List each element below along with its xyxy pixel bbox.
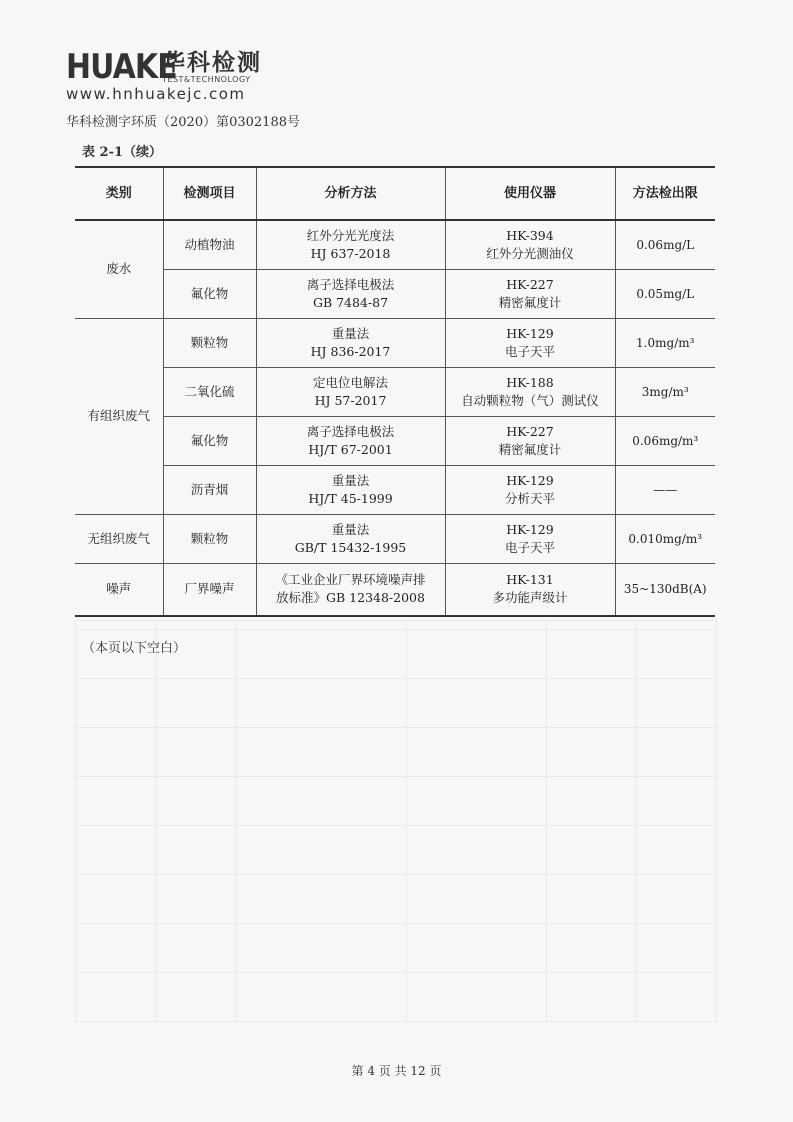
limit-cell: 0.06mg/m³ (615, 416, 715, 465)
method-line: 重量法 (331, 521, 370, 537)
method-cell (256, 563, 445, 616)
instrument-line: HK-129 (506, 472, 554, 488)
instrument-cell (445, 220, 615, 269)
instrument-cell (445, 465, 615, 514)
instrument-cell (445, 514, 615, 563)
methods-table (75, 166, 715, 617)
method-cell (256, 220, 445, 269)
instrument-line: 自动颗粒物（气）测试仪 (461, 392, 599, 408)
table-row (75, 465, 715, 514)
category-cell: 有组织废气 (75, 318, 163, 514)
logo-chinese-name: 华科检测 (162, 50, 262, 76)
method-line: GB/T 15432-1995 (294, 539, 407, 555)
instrument-line: 电子天平 (504, 539, 555, 555)
method-cell (256, 269, 445, 318)
limit-cell: 35~130dB(A) (615, 563, 715, 616)
instrument-line: HK-129 (506, 521, 554, 537)
instrument-line: HK-394 (506, 227, 554, 243)
item-cell: 动植物油 (163, 220, 256, 269)
method-line: 《工业企业厂界环境噪声排 (275, 572, 426, 587)
logo-brand-text: HUAKE (66, 47, 177, 87)
category-cell: 噪声 (75, 563, 163, 616)
instrument-line: 红外分光测油仪 (486, 245, 574, 261)
show-through-background (75, 620, 717, 1022)
method-cell (256, 318, 445, 367)
header-item: 检测项目 (163, 167, 256, 220)
method-cell (256, 465, 445, 514)
instrument-cell (445, 318, 615, 367)
table-row (75, 269, 715, 318)
method-cell (256, 514, 445, 563)
page-number: 第 4 页 共 12 页 (351, 1064, 442, 1078)
method-line: 重量法 (331, 472, 370, 488)
method-line: 离子选择电极法 (306, 276, 395, 292)
instrument-line: HK-131 (506, 572, 554, 587)
instrument-cell (445, 269, 615, 318)
item-cell: 沥青烟 (163, 465, 256, 514)
method-line: 放标准》GB 12348-2008 (276, 590, 425, 605)
instrument-line: 精密氟度计 (498, 294, 562, 310)
logo-english-tagline: TEST&TECHNOLOGY (162, 75, 251, 84)
item-cell: 氟化物 (163, 416, 256, 465)
instrument-line: HK-129 (506, 325, 554, 341)
company-logo (66, 47, 262, 103)
item-cell: 颗粒物 (163, 514, 256, 563)
category-cell: 无组织废气 (75, 514, 163, 563)
limit-cell: —— (615, 465, 715, 514)
method-line: GB 7484-87 (312, 294, 389, 310)
method-line: HJ/T 67-2001 (308, 441, 393, 457)
method-line: 红外分光光度法 (306, 227, 395, 243)
method-cell (256, 416, 445, 465)
category-cell: 废水 (75, 220, 163, 318)
limit-cell: 0.010mg/m³ (615, 514, 715, 563)
table-row (75, 367, 715, 416)
limit-cell: 3mg/m³ (615, 367, 715, 416)
instrument-line: 多功能声级计 (492, 590, 568, 605)
blank-below-note: （本页以下空白） (82, 641, 187, 656)
limit-cell: 0.05mg/L (615, 269, 715, 318)
instrument-cell (445, 563, 615, 616)
instrument-line: 电子天平 (504, 343, 555, 359)
limit-cell: 1.0mg/m³ (615, 318, 715, 367)
method-cell (256, 367, 445, 416)
item-cell: 颗粒物 (163, 318, 256, 367)
table-row (75, 220, 715, 269)
item-cell: 厂界噪声 (163, 563, 256, 616)
table-row (75, 514, 715, 563)
table-title: 表 2-1（续） (82, 145, 163, 160)
instrument-line: 精密氟度计 (498, 441, 562, 457)
table-header-row (75, 167, 715, 220)
item-cell: 二氧化硫 (163, 367, 256, 416)
instrument-cell (445, 416, 615, 465)
method-line: HJ 836-2017 (310, 343, 391, 359)
header-limit: 方法检出限 (615, 167, 715, 220)
header-instrument: 使用仪器 (445, 167, 615, 220)
table-row (75, 318, 715, 367)
method-line: HJ 637-2018 (310, 245, 391, 261)
method-line: HJ 57-2017 (314, 392, 387, 408)
method-line: 定电位电解法 (312, 374, 388, 390)
table-row (75, 416, 715, 465)
report-number: 华科检测字环质（2020）第0302188号 (66, 115, 300, 130)
method-line: 重量法 (331, 325, 370, 341)
instrument-line: HK-188 (506, 374, 554, 390)
instrument-line: HK-227 (506, 276, 554, 292)
header-category: 类别 (75, 167, 163, 220)
method-line: HJ/T 45-1999 (308, 490, 393, 506)
instrument-cell (445, 367, 615, 416)
limit-cell: 0.06mg/L (615, 220, 715, 269)
instrument-line: HK-227 (506, 423, 554, 439)
header-method: 分析方法 (256, 167, 445, 220)
instrument-line: 分析天平 (504, 490, 555, 506)
table-row (75, 563, 715, 616)
company-website: www.hnhuakejc.com (66, 85, 246, 103)
method-line: 离子选择电极法 (306, 423, 395, 439)
item-cell: 氟化物 (163, 269, 256, 318)
